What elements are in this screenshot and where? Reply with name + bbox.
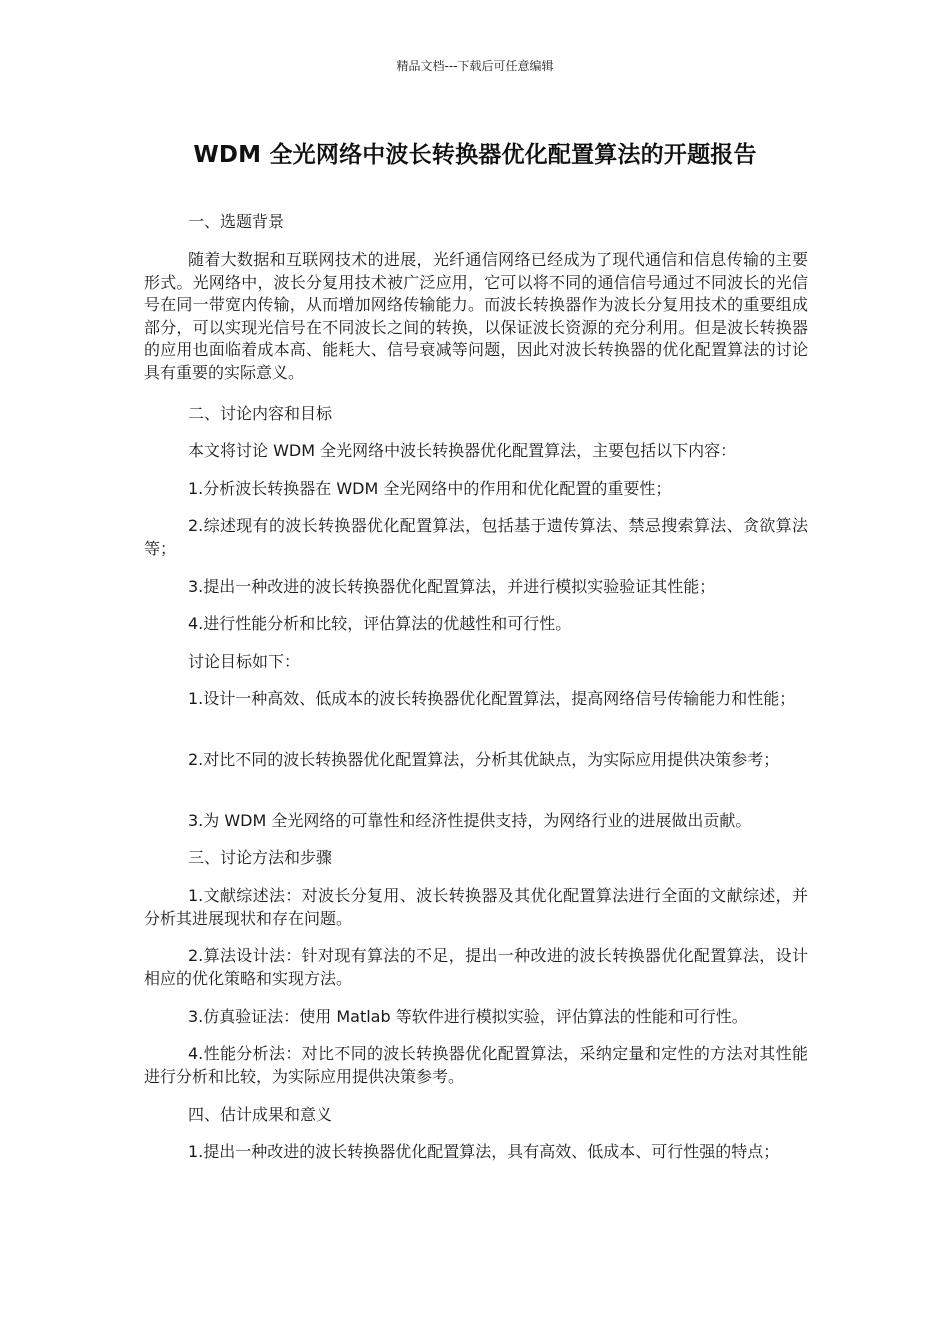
paragraph-goals-intro: 讨论目标如下： bbox=[188, 652, 301, 671]
list-item: 1.提出一种改进的波长转换器优化配置算法，具有高效、低成本、可行性强的特点； bbox=[188, 1142, 780, 1161]
list-item: 2.算法设计法：针对现有算法的不足，提出一种改进的波长转换器优化配置算法，设计相应的优化策略和实现方法。 bbox=[144, 946, 808, 988]
list-item: 2.对比不同的波长转换器优化配置算法，分析其优缺点，为实际应用提供决策参考； bbox=[188, 750, 780, 769]
section-heading-3: 三、讨论方法和步骤 bbox=[188, 848, 333, 867]
list-item: 1.文献综述法：对波长分复用、波长转换器及其优化配置算法进行全面的文献综述，并分析其进展现状和存在问题。 bbox=[144, 886, 808, 928]
list-item: 3.提出一种改进的波长转换器优化配置算法，并进行模拟实验验证其性能； bbox=[188, 577, 716, 596]
list-item: 3.仿真验证法：使用 Matlab 等软件进行模拟实验，评估算法的性能和可行性。 bbox=[188, 1007, 748, 1026]
paragraph-background: 随着大数据和互联网技术的进展，光纤通信网络已经成为了现代通信和信息传输的主要形式。光网络中，波长分复用技术被广泛应用，它可以将不同的通信信号通过不同波长的光信号在同一带宽内传输，从而增加网络传输能力。而波长转换器作为波长分复用技术的重要组成部分，可以实现光信号在不同波长之间的转换，以保证波长资源的充分利用。但是波长转换器的应用也面临着成本高、能耗大、信号衰减等问题，因此对波长转换器的优化配置算法的讨论具有重要的实际意义。 bbox=[144, 250, 808, 382]
list-item: 4.性能分析法：对比不同的波长转换器优化配置算法，采纳定量和定性的方法对其性能进行分析和比较，为实际应用提供决策参考。 bbox=[144, 1044, 808, 1086]
section-heading-1: 一、选题背景 bbox=[188, 212, 285, 231]
list-item: 2.综述现有的波长转换器优化配置算法，包括基于遗传算法、禁忌搜索算法、贪欲算法等； bbox=[144, 516, 808, 558]
document-title: WDM 全光网络中波长转换器优化配置算法的开题报告 bbox=[193, 142, 757, 168]
section-heading-4: 四、估计成果和意义 bbox=[188, 1105, 333, 1124]
list-item: 4.进行性能分析和比较，评估算法的优越性和可行性。 bbox=[188, 614, 572, 633]
list-item: 1.设计一种高效、低成本的波长转换器优化配置算法，提高网络信号传输能力和性能； bbox=[188, 689, 796, 708]
list-item: 1.分析波长转换器在 WDM 全光网络中的作用和优化配置的重要性； bbox=[188, 479, 672, 498]
list-item: 3.为 WDM 全光网络的可靠性和经济性提供支持，为网络行业的进展做出贡献。 bbox=[188, 811, 752, 830]
page-header: 精品文档---下载后可任意编辑 bbox=[396, 59, 554, 73]
section-heading-2: 二、讨论内容和目标 bbox=[188, 404, 333, 423]
paragraph-content-intro: 本文将讨论 WDM 全光网络中波长转换器优化配置算法，主要包括以下内容： bbox=[188, 441, 737, 460]
